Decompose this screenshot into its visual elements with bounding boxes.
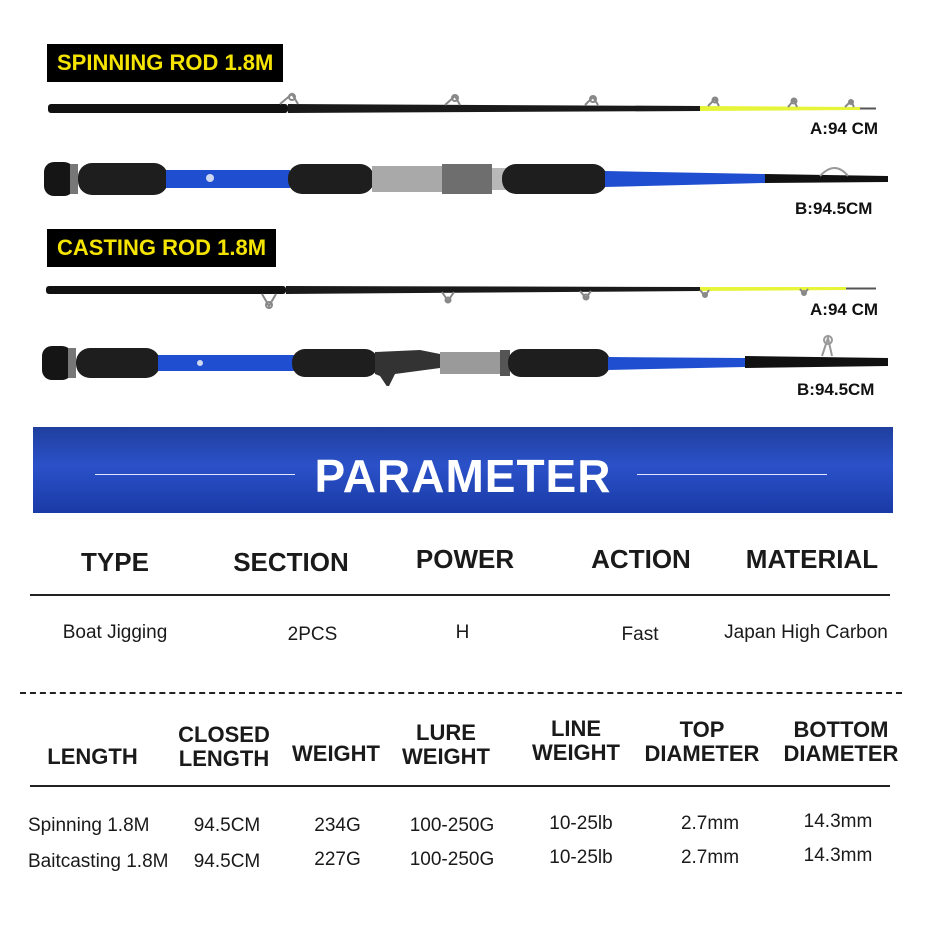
row1-line-weight: 10-25lb (549, 813, 613, 834)
row1-lure-weight: 100-250G (409, 815, 495, 836)
value-action: Fast (621, 624, 659, 645)
row2-line-weight: 10-25lb (549, 847, 613, 868)
row1-length: Spinning 1.8M (28, 815, 150, 836)
header-action: ACTION (591, 544, 691, 574)
dashed-separator (20, 692, 902, 694)
row1-closed-length: 94.5CM (193, 815, 261, 836)
casting-rod-title: CASTING ROD 1.8M (47, 229, 276, 267)
spinning-rod-title: SPINNING ROD 1.8M (47, 44, 283, 82)
row2-bottom-diameter: 14.3mm (803, 845, 873, 866)
row1-weight: 234G (314, 815, 361, 836)
banner-right-line (637, 474, 827, 475)
casting-label-b: B:94.5CM (797, 380, 875, 399)
banner-title: PARAMETER (314, 450, 612, 502)
row2-length: Baitcasting 1.8M (28, 851, 169, 872)
row1-top-diameter: 2.7mm (680, 813, 740, 834)
parameter-banner (33, 427, 893, 513)
header-weight: WEIGHT (292, 741, 380, 766)
casting-label-a: A:94 CM (810, 300, 879, 319)
header-length: LENGTH (47, 744, 138, 769)
spinning-label-a: A:94 CM (810, 119, 879, 138)
table2-rule (30, 785, 890, 787)
header-bottom-diameter: BOTTOM DIAMETER (783, 717, 899, 767)
header-line-weight: LINE WEIGHT (532, 716, 620, 766)
value-material: Japan High Carbon (724, 622, 888, 643)
value-type: Boat Jigging (62, 622, 168, 643)
casting-rod-image (40, 276, 890, 386)
value-power: H (455, 622, 470, 643)
row2-top-diameter: 2.7mm (680, 847, 740, 868)
header-section: SECTION (233, 547, 349, 577)
value-section: 2PCS (287, 624, 338, 645)
header-top-diameter: TOP DIAMETER (644, 717, 760, 767)
row2-closed-length: 94.5CM (193, 851, 261, 872)
header-power: POWER (415, 544, 515, 574)
header-lure-weight: LURE WEIGHT (402, 720, 490, 770)
header-material: MATERIAL (745, 544, 879, 574)
row2-weight: 227G (314, 849, 361, 870)
spinning-rod-image (40, 90, 890, 200)
header-closed-length: CLOSED LENGTH (178, 722, 270, 772)
header-type: TYPE (81, 547, 149, 577)
row1-bottom-diameter: 14.3mm (803, 811, 873, 832)
spinning-label-b: B:94.5CM (795, 199, 873, 218)
table1-rule (30, 594, 890, 596)
row2-lure-weight: 100-250G (409, 849, 495, 870)
